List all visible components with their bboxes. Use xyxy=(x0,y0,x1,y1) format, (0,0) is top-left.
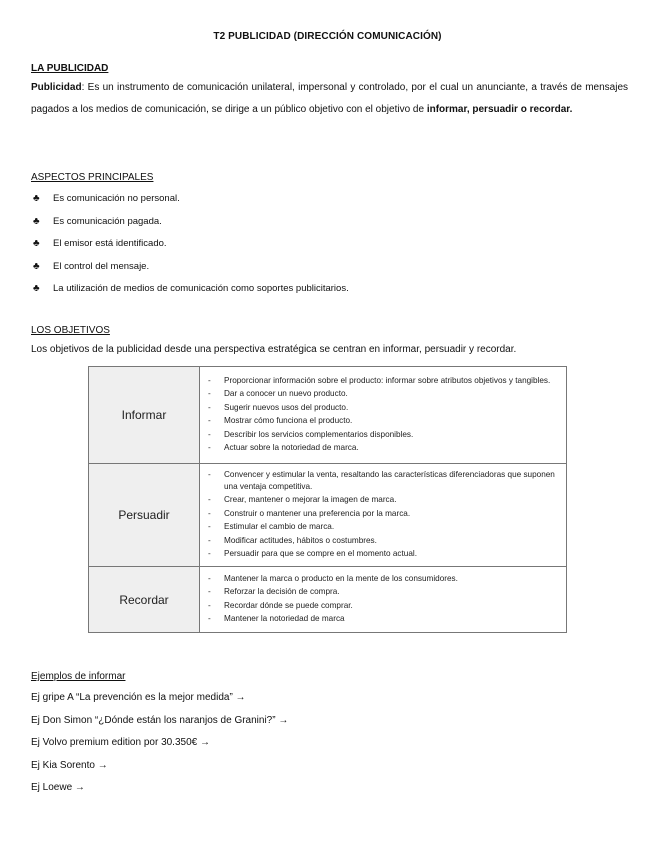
list-item xyxy=(200,402,560,414)
heading-los-objetivos: LOS OBJETIVOS xyxy=(31,325,110,336)
club-bullet-icon: ♣ xyxy=(33,260,40,272)
list-item xyxy=(200,469,560,493)
category-cell: Informar xyxy=(89,367,200,464)
list-item-text: Modificar actitudes, hábitos o costumbres. xyxy=(224,535,377,545)
items-cell xyxy=(200,464,567,567)
dash-bullet-icon: - xyxy=(208,549,211,558)
table-row xyxy=(89,367,567,464)
items-cell xyxy=(200,367,567,464)
list-item-text: Construir o mantener una preferencia por la marca. xyxy=(224,508,411,518)
dash-bullet-icon: - xyxy=(208,389,211,398)
list-item: Ej Loewe → xyxy=(31,782,85,793)
list-item xyxy=(200,535,560,547)
list-item-text: Describir los servicios complementarios disponibles. xyxy=(224,429,414,439)
list-item-text: El emisor está identificado. xyxy=(53,238,167,249)
objetivos-intro: Los objetivos de la publicidad desde una perspectiva estratégica se centran en informar, persuadir y recordar. xyxy=(31,344,517,355)
club-bullet-icon: ♣ xyxy=(33,193,40,204)
dash-bullet-icon: - xyxy=(208,508,211,518)
list-item xyxy=(200,521,560,533)
list-item-text: Persuadir para que se compre en el momento actual. xyxy=(224,549,417,558)
list-item xyxy=(200,573,560,585)
objetivos-table xyxy=(88,366,567,633)
list-item xyxy=(200,442,560,454)
list-item xyxy=(200,429,560,441)
list-item-text: Dar a conocer un nuevo producto. xyxy=(224,389,348,398)
list-item xyxy=(31,211,349,234)
table-row xyxy=(89,464,567,567)
definition-paragraph xyxy=(31,77,628,120)
dash-bullet-icon: - xyxy=(208,495,211,504)
list-item-text: Crear, mantener o mejorar la imagen de marca. xyxy=(224,495,397,504)
list-item-text: Mantener la notoriedad de marca xyxy=(224,614,345,623)
dash-bullet-icon: - xyxy=(208,375,211,385)
list-item-text: Recordar dónde se puede comprar. xyxy=(224,600,353,610)
table-row xyxy=(89,567,567,633)
list-item-text: La utilización de medios de comunicación como soportes publicitarios. xyxy=(53,283,349,294)
list-item-text: Reforzar la decisión de compra. xyxy=(224,587,340,596)
ejemplos-list xyxy=(31,687,288,800)
list-item xyxy=(200,388,560,400)
list-item-text: Convencer y estimular la venta, resaltando las características diferenciadoras que suponen una ventaja competitiva. xyxy=(224,469,555,491)
list-item xyxy=(200,494,560,506)
dash-bullet-icon: - xyxy=(208,402,211,412)
dash-bullet-icon: - xyxy=(208,573,211,583)
definition-text: : Es un instrumento de comunicación unilateral, impersonal y controlado, por el cual un anunciante, a través de mensajes pagados a los medios de comunicación, se dirige a un público objetivo con el objetivo de xyxy=(31,82,628,115)
club-bullet-icon: ♣ xyxy=(33,238,40,249)
list-item xyxy=(31,256,349,279)
list-item-text: Mostrar cómo funciona el producto. xyxy=(224,416,353,425)
dash-bullet-icon: - xyxy=(208,522,211,531)
heading-la-publicidad: LA PUBLICIDAD xyxy=(31,63,109,74)
dash-bullet-icon: - xyxy=(208,587,211,596)
list-item-text: Mantener la marca o producto en la mente de los consumidores. xyxy=(224,573,458,583)
list-item-text: El control del mensaje. xyxy=(53,260,150,272)
list-item-text: Es comunicación no personal. xyxy=(53,193,180,204)
aspectos-list xyxy=(31,188,349,301)
dash-bullet-icon: - xyxy=(208,600,211,610)
dash-bullet-icon: - xyxy=(208,469,211,479)
list-item xyxy=(200,548,560,560)
club-bullet-icon: ♣ xyxy=(33,215,40,227)
list-item xyxy=(200,613,560,625)
list-item: Ej Don Simon “¿Dónde están los naranjos de Granini?” → xyxy=(31,714,289,726)
list-item: Ej Volvo premium edition por 30.350€ → xyxy=(31,737,210,748)
list-item xyxy=(200,586,560,598)
dash-bullet-icon: - xyxy=(208,416,211,425)
dash-bullet-icon: - xyxy=(208,429,211,439)
dash-bullet-icon: - xyxy=(208,443,211,452)
heading-aspectos-principales: ASPECTOS PRINCIPALES xyxy=(31,172,154,183)
heading-ejemplos-de-informar: Ejemplos de informar xyxy=(31,671,126,682)
list-item-text: Es comunicación pagada. xyxy=(53,215,162,227)
list-item-text: Proporcionar información sobre el producto: informar sobre atributos objetivos y tangibles. xyxy=(224,375,551,385)
list-item xyxy=(200,508,560,520)
list-item xyxy=(31,188,349,211)
list-item xyxy=(200,415,560,427)
definition-term: Publicidad xyxy=(31,82,82,93)
list-item xyxy=(31,233,349,256)
list-item xyxy=(200,375,560,387)
definition-emphasis: informar, persuadir o recordar. xyxy=(426,103,573,115)
list-item xyxy=(200,600,560,612)
list-item-text: Estimular el cambio de marca. xyxy=(224,522,335,531)
dash-bullet-icon: - xyxy=(208,614,211,623)
category-cell: Recordar xyxy=(89,567,200,633)
document-title: T2 PUBLICIDAD (DIRECCIÓN COMUNICACIÓN) xyxy=(213,31,442,42)
list-item: Ej Kia Sorento → xyxy=(31,759,108,771)
list-item xyxy=(31,278,349,301)
list-item-text: Sugerir nuevos usos del producto. xyxy=(224,402,349,412)
list-item-text: Actuar sobre la notoriedad de marca. xyxy=(224,443,359,452)
items-cell xyxy=(200,567,567,633)
club-bullet-icon: ♣ xyxy=(33,283,40,294)
dash-bullet-icon: - xyxy=(208,535,211,545)
list-item: Ej gripe A “La prevención es la mejor medida” → xyxy=(31,692,246,703)
category-cell: Persuadir xyxy=(89,464,200,567)
